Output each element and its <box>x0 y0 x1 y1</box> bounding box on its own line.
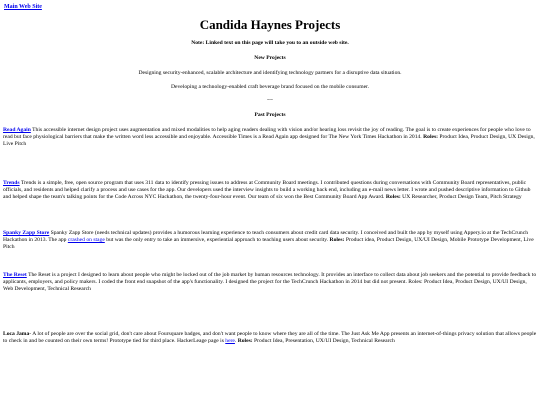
project-trends <box>3 180 537 201</box>
spanky-zapp-store-link[interactable]: Spanky Zapp Store <box>3 230 50 236</box>
roles-label: Roles: <box>329 237 345 243</box>
page-title: Candida Haynes Projects <box>199 17 341 32</box>
project-description: Trends is a simple, free, open source program that uses 311 data to identify pressing issues to address at Community Board meetings. I contributed questions during conversations with Community Board representatives, public officials, and residents and helped clarify a process and use cases for the app. Our developers used the interview insights to build a working back end, including an e-mail news letter. I wrote and pushed descriptive information to Github and helped shape the team's talking points for the Code Across NYC Hackathon, the twenty-four-hour event. Our team of six won the Best Community Board App Award. <box>3 180 531 200</box>
roles-label: Roles: <box>237 338 253 344</box>
main-site-link[interactable]: Main Web Site <box>4 4 42 10</box>
roles-label: Roles: <box>385 194 401 200</box>
crashed-on-stage-link[interactable]: crashed on stage <box>67 237 105 243</box>
the-reset-link[interactable]: The Reset <box>3 272 27 278</box>
roles-text: UX Researcher, Product Design Team, Pitch Strategy <box>400 194 522 200</box>
new-project-item: Designing security-enhanced, scalable architecture and identifying technology partners for a disruptive data situation. <box>138 70 402 76</box>
new-projects-heading: New Projects <box>254 55 286 61</box>
hackerleage-here-link[interactable]: here <box>225 338 235 344</box>
new-project-item: Developing a technology-enabled craft beverage brand focused on the mobile consumer. <box>170 84 370 90</box>
roles-text: Product Idea, Presentation, UX/UI Design, Technical Research <box>252 338 395 344</box>
loca-jama-title: Loca Jama <box>3 331 30 337</box>
note-text: Note: Linked text on this page will take you to an outside web site. <box>191 40 349 46</box>
past-projects-heading: Past Projects <box>254 112 286 118</box>
roles-text: Product Idea, Product Design, UX Design, Live Pitch <box>3 134 535 147</box>
project-spanky-zapp-store <box>3 230 537 251</box>
trends-link[interactable]: Trends <box>3 180 20 186</box>
read-again-link[interactable]: Read Again <box>3 127 31 133</box>
project-description-cont: but was the only entry to take an immersive, experiential approach to teaching users about security. <box>104 237 330 243</box>
roles-label: Roles: <box>423 134 439 140</box>
project-description-cont: . <box>234 338 238 344</box>
project-description: - A lot of people are over the social grid, don't care about Foursquare badges, and don't want people to know where they are all of the time. The Just Ask Me App presents an internet-of-things privacy solution that allows people to check in and be counted on their own terms! Prototype tied for third place. HackerLeage page is <box>3 331 537 344</box>
project-loca-jama <box>3 331 537 345</box>
divider: ~~ <box>266 97 274 103</box>
project-read-again <box>3 127 537 148</box>
project-description: Spanky Zapp Store (needs technical updates) provides a humorous learning experience to teach consumers about credit card data security. I conceived and built the app by myself using Appery.io at the TechCrunch Hackathon in 2013. The app <box>3 230 528 243</box>
project-the-reset <box>3 272 537 293</box>
roles-text: Product idea, Product Design, UX/UI Design, Mobile Prototype Development, Live Pitch <box>3 237 534 250</box>
project-description: The Reset is a project I designed to learn about people who might be locked out of the job market by human resources technology. It provides an interface to collect data about job seekers and the potential to provide feedback to applicants, employers, and policy makers. I coded the front end snapshot of the app's functionality. I designed the project for the TechCrunch Hackathon in 2014 but did not present. Roles: Product Idea, Product Design, UX/UI Design, Web Development, Technical Research <box>3 272 537 292</box>
project-description: This accessible internet design project uses augmentation and mixed modalities to help aging readers dealing with vision and/or hearing loss revisit the joy of reading. The goal is to create experiences for people who love to read but face physiological barriers that make the written word less accessible and enjoyable. Accessible Times is a Read Again app designed for The New York Times Hackathon in 2014. <box>3 127 531 140</box>
